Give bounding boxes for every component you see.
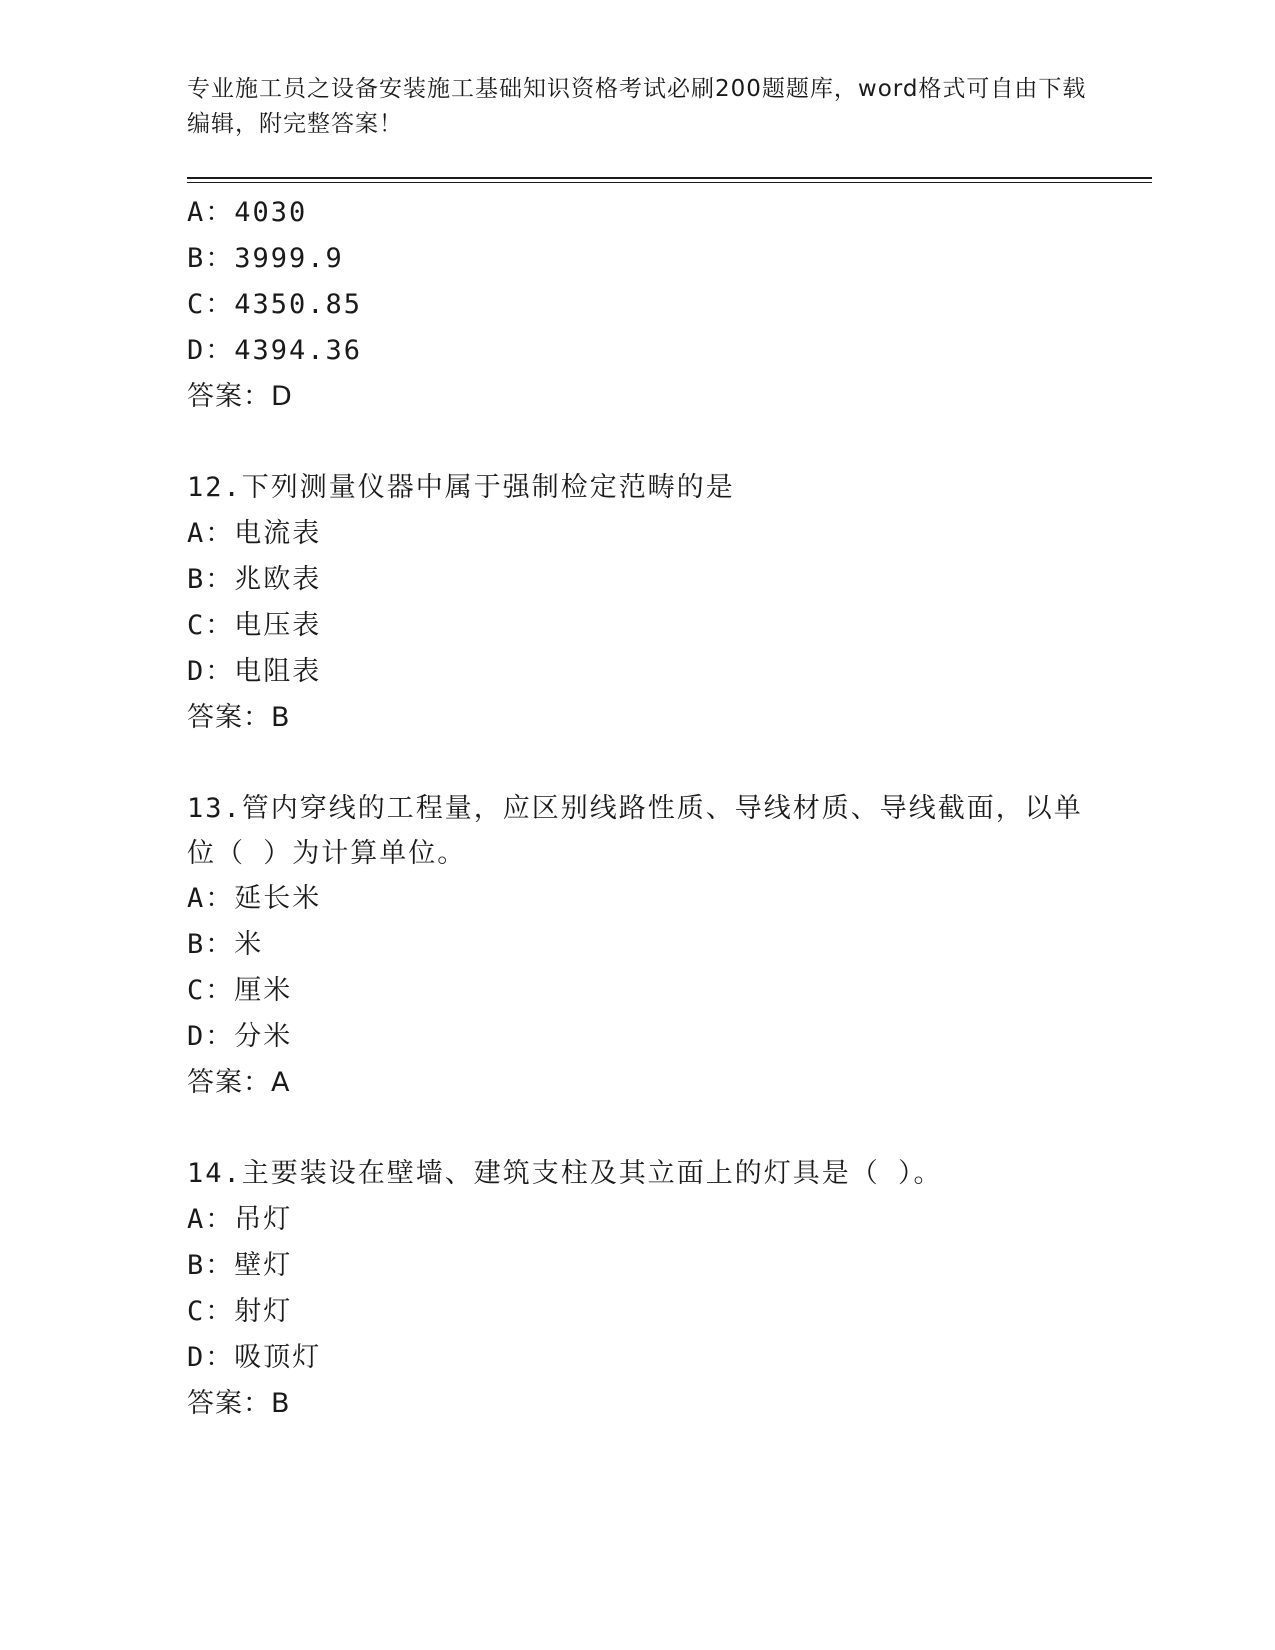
question-11 bbox=[187, 190, 1107, 420]
option-a: A：4030 bbox=[187, 197, 308, 228]
option-c: C：4350.85 bbox=[187, 289, 363, 320]
question-14 bbox=[187, 1151, 1107, 1427]
option-b: B：米 bbox=[187, 929, 264, 960]
option-d: D：4394.36 bbox=[187, 335, 363, 366]
spacer bbox=[187, 420, 1107, 465]
option-d: D：电阻表 bbox=[187, 656, 322, 687]
option-b: B：壁灯 bbox=[187, 1250, 293, 1281]
header-rule-thin bbox=[187, 182, 1152, 183]
question-12 bbox=[187, 465, 1107, 741]
answer: 答案：B bbox=[187, 1388, 291, 1419]
question-stem: 12.下列测量仪器中属于强制检定范畴的是 bbox=[187, 472, 735, 503]
answer: 答案：A bbox=[187, 1067, 291, 1098]
header-rule-thick bbox=[187, 177, 1152, 179]
option-c: C：电压表 bbox=[187, 610, 322, 641]
option-c: C：厘米 bbox=[187, 975, 293, 1006]
option-a: A：延长米 bbox=[187, 883, 322, 914]
option-b: B：3999.9 bbox=[187, 243, 344, 274]
option-d: D：分米 bbox=[187, 1021, 293, 1052]
option-d: D：吸顶灯 bbox=[187, 1342, 322, 1373]
question-list bbox=[187, 190, 1107, 1427]
spacer bbox=[187, 1106, 1107, 1151]
answer: 答案：B bbox=[187, 702, 291, 733]
option-b: B：兆欧表 bbox=[187, 564, 322, 595]
answer: 答案：D bbox=[187, 381, 293, 412]
spacer bbox=[187, 741, 1107, 786]
option-a: A：吊灯 bbox=[187, 1204, 293, 1235]
question-stem: 13.管内穿线的工程量，应区别线路性质、导线材质、导线截面，以单位（ ）为计算单位。 bbox=[187, 793, 1083, 869]
document-header: 专业施工员之设备安装施工基础知识资格考试必刷200题题库，word格式可自由下载编辑，附完整答案！ bbox=[187, 76, 1087, 137]
option-c: C：射灯 bbox=[187, 1296, 293, 1327]
question-13 bbox=[187, 786, 1107, 1106]
option-a: A：电流表 bbox=[187, 518, 322, 549]
question-stem: 14.主要装设在壁墙、建筑支柱及其立面上的灯具是（ ）。 bbox=[187, 1158, 943, 1189]
